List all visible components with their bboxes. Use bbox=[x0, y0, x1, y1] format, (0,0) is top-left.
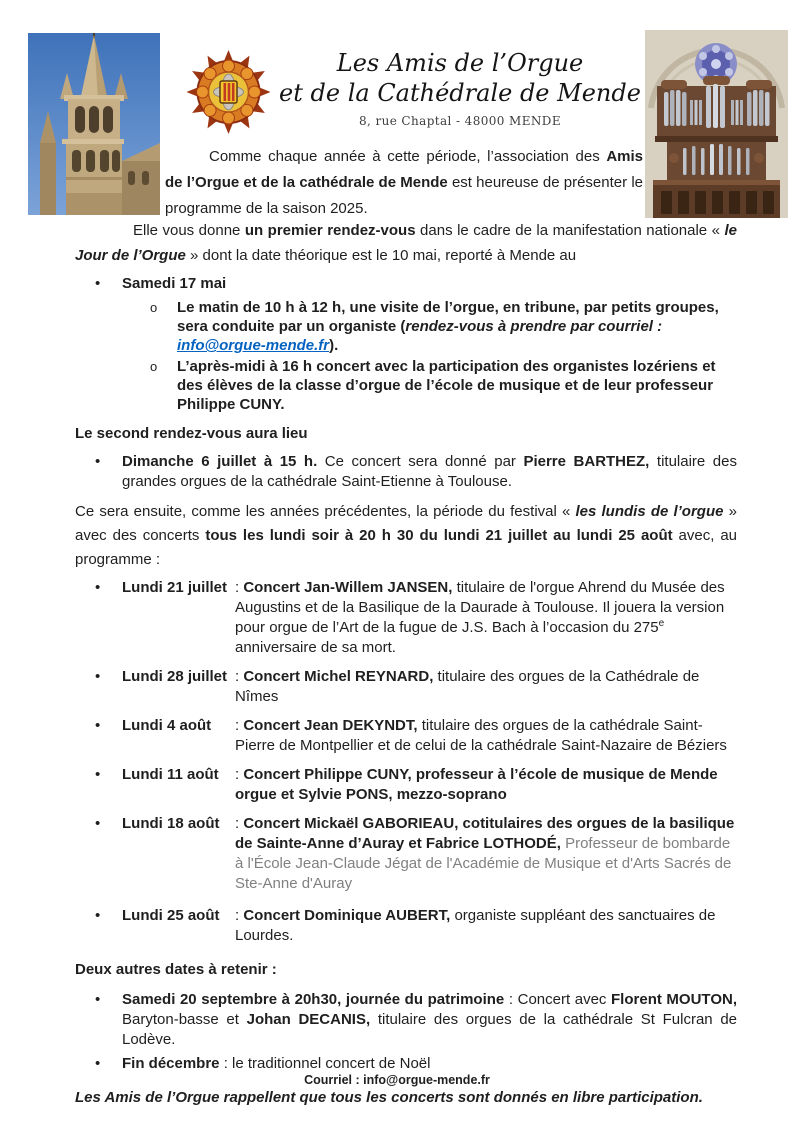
program-description: : Concert Philippe CUNY, professeur à l’école de musique de Mende orgue et Sylvie PONS, mezzo-soprano bbox=[235, 766, 718, 803]
list-item-text: L’après-midi à 16 h concert avec la participation des organistes lozériens et des élèves de la classe d’orgue de l’école de musique et de leur professeur Philippe CUNY. bbox=[177, 358, 716, 413]
paragraph-premier-rendezvous: Elle vous donne un premier rendez-vous dans le cadre de la manifestation nationale « le Jour de l’Orgue » dont la date théorique est le 10 mai, reporté à Mende au bbox=[75, 222, 737, 264]
program-item bbox=[75, 906, 737, 946]
page-footer: Courriel : info@orgue-mende.fr bbox=[304, 1073, 490, 1087]
document-body bbox=[0, 218, 794, 1108]
program-date: Lundi 18 août bbox=[122, 815, 220, 832]
list-item-patrimoine bbox=[75, 990, 737, 1050]
bullet-icon: • bbox=[95, 766, 101, 783]
bullet-icon: • bbox=[95, 815, 101, 832]
circle-bullet-icon: o bbox=[150, 300, 158, 315]
document-header bbox=[0, 0, 794, 218]
program-date: Lundi 4 août bbox=[122, 717, 212, 734]
paragraph-festival: Ce sera ensuite, comme les années précédentes, la période du festival « les lundis de l’orgue » avec des concerts tous les lundi soir à 20 h 30 du lundi 21 juillet au lundi 25 août avec, au programme : bbox=[75, 503, 738, 568]
program-description: : Concert Jean DEKYNDT, titulaire des orgues de la cathédrale Saint-Pierre de Montpellier et de celui de la cathédrale Saint-Nazaire de Béziers bbox=[235, 717, 727, 754]
list-item-text: Dimanche 6 juillet à 15 h. Ce concert sera donné par Pierre BARTHEZ, titulaire des grandes orgues de la cathédrale Saint-Etienne à Toulouse. bbox=[122, 453, 737, 490]
program-description: : Concert Mickaël GABORIEAU, cotitulaires des orgues de la basilique de Sainte-Anne d’Auray et Fabrice LOTHODÉ, Professeur de bombarde à l'École Jean-Claude Jégat de l'Académie de Musique et d'Arts Sacrés de Ste-Anne d'Auray bbox=[235, 815, 735, 892]
list-item-text: Samedi 20 septembre à 20h30, journée du patrimoine : Concert avec Florent MOUTON, Baryton-basse et Johan DECANIS, titulaire des orgues de la cathédrale St Fulcran de Lodève. bbox=[122, 991, 738, 1048]
address-line: 8, rue Chaptal - 48000 MENDE bbox=[358, 114, 561, 128]
bullet-icon: • bbox=[95, 579, 101, 596]
list-item-text: Fin décembre : le traditionnel concert de Noël bbox=[122, 1055, 431, 1072]
program-item bbox=[75, 667, 737, 707]
list-item-text: Samedi 17 mai bbox=[122, 275, 227, 292]
organ-photo bbox=[645, 30, 788, 218]
bullet-icon: • bbox=[95, 907, 101, 924]
list-item-concert-noel bbox=[75, 1054, 737, 1074]
paragraph-second-rendezvous: Le second rendez-vous aura lieu bbox=[75, 425, 308, 442]
bullet-icon: • bbox=[95, 453, 101, 470]
paragraph-libre-participation: Les Amis de l’Orgue rappellent que tous les concerts sont donnés en libre participation. bbox=[75, 1089, 703, 1106]
program-description: : Concert Michel REYNARD, titulaire des orgues de la Cathédrale de Nîmes bbox=[235, 668, 700, 705]
program-description: : Concert Jan-Willem JANSEN, titulaire de l'orgue Ahrend du Musée des Augustins et de la Basilique de la Daurade à Toulouse. Il jouera la version pour orgue de l’Art de la fugue de J.S. Bach à l’occasion du 275e anniversaire de sa mort. bbox=[235, 579, 725, 656]
program-date: Lundi 28 juillet bbox=[122, 668, 228, 685]
program-item bbox=[75, 814, 737, 894]
intro-paragraph: Comme chaque année à cette période, l’association des Amis de l’Orgue et de la cathédrale de Mende est heureuse de présenter le programme de la saison 2025. bbox=[165, 148, 643, 217]
program-description: : Concert Dominique AUBERT, organiste suppléant des sanctuaires de Lourdes. bbox=[235, 907, 716, 944]
list-item-concert-apres-midi bbox=[75, 357, 737, 414]
bullet-icon: • bbox=[95, 1055, 101, 1072]
program-item bbox=[75, 765, 737, 805]
list-item-dimanche-6-juillet bbox=[75, 452, 737, 492]
document-title-line1: Les Amis de l’Orgue bbox=[336, 49, 584, 77]
program-date: Lundi 25 août bbox=[122, 907, 220, 924]
program-item bbox=[75, 578, 737, 658]
program-item bbox=[75, 716, 737, 756]
bullet-icon: • bbox=[95, 991, 101, 1008]
program-date: Lundi 21 juillet bbox=[122, 579, 228, 596]
association-logo bbox=[187, 46, 270, 138]
program-date: Lundi 11 août bbox=[122, 766, 219, 783]
document-title-line2: et de la Cathédrale de Mende bbox=[279, 79, 641, 107]
bullet-icon: • bbox=[95, 668, 101, 685]
email-link[interactable]: info@orgue-mende.fr bbox=[177, 337, 330, 354]
cathedral-tower-photo bbox=[28, 33, 160, 215]
bullet-icon: • bbox=[95, 717, 101, 734]
paragraph-autres-dates: Deux autres dates à retenir : bbox=[75, 961, 277, 978]
bullet-icon: • bbox=[95, 275, 101, 292]
list-item-samedi-17-mai bbox=[75, 274, 737, 294]
title-block bbox=[278, 48, 642, 128]
list-item-visite-matin bbox=[75, 298, 737, 355]
list-item-text: Le matin de 10 h à 12 h, une visite de l’orgue, en tribune, par petits groupes, sera conduite par un organiste (rendez-vous à prendre par courriel : info@orgue-mende.fr). bbox=[177, 299, 719, 354]
circle-bullet-icon: o bbox=[150, 359, 158, 374]
